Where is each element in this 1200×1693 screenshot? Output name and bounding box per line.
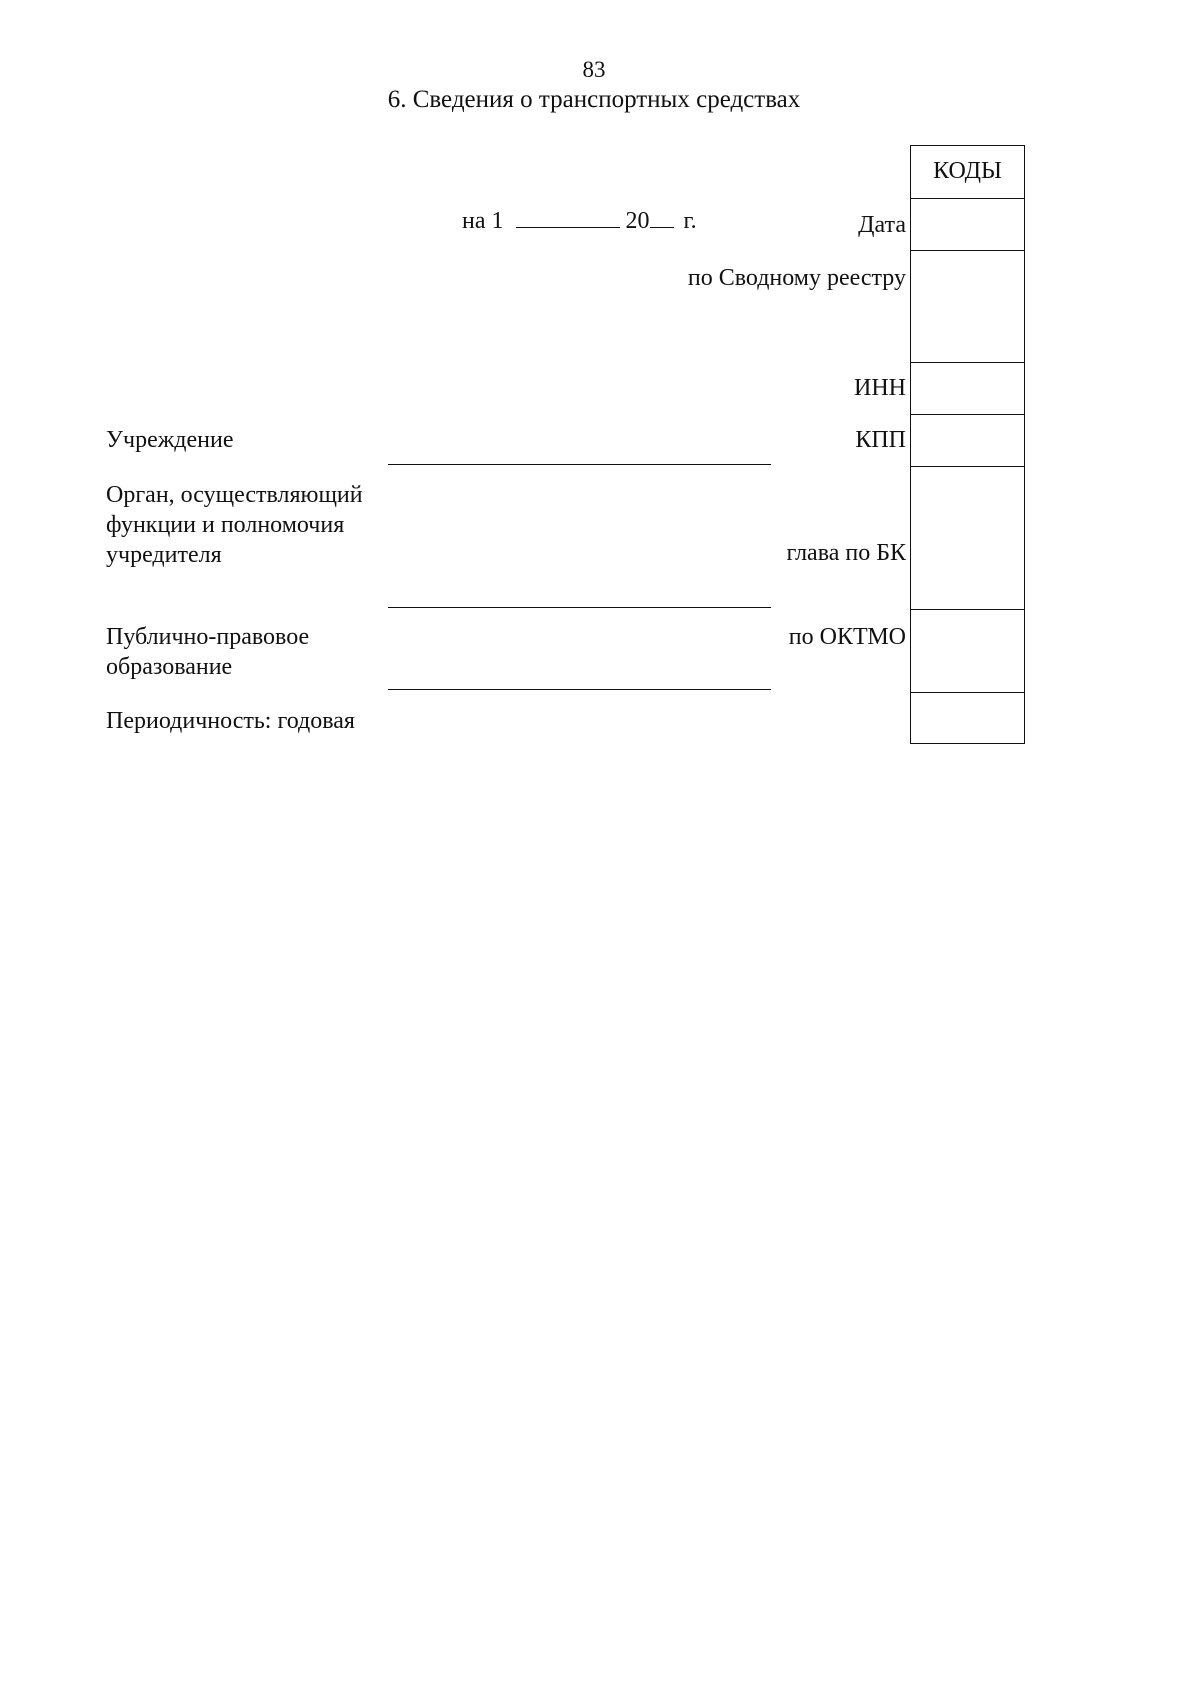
label-budget-chapter: глава по БК: [786, 540, 906, 566]
page-number: 83: [582, 57, 606, 82]
label-founder: Орган, осуществляющий функции и полномочия учредителя: [106, 482, 363, 568]
label-consolidated-register: по Сводному реестру: [687, 265, 906, 291]
date-suffix: г.: [683, 208, 697, 234]
code-cell-oktmo[interactable]: [910, 608, 1025, 693]
date-year-blank[interactable]: [650, 226, 674, 228]
label-periodicity: Периодичность: годовая: [106, 708, 355, 734]
label-kpp: КПП: [855, 427, 906, 453]
codes-header: [910, 145, 1025, 199]
date-year-prefix: 20: [625, 208, 650, 234]
code-cell-consolidated-register[interactable]: [910, 249, 1025, 363]
document-title: 6. Сведения о транспортных средствах: [387, 86, 801, 113]
code-cell-date[interactable]: [910, 197, 1025, 251]
founder-underline[interactable]: [388, 607, 771, 608]
label-institution: Учреждение: [106, 427, 234, 453]
code-cell-extra[interactable]: [910, 691, 1025, 744]
label-inn: ИНН: [854, 375, 906, 401]
report-date-line: [462, 208, 697, 235]
label-date: Дата: [858, 212, 906, 238]
date-prefix: на 1: [462, 208, 504, 234]
codes-header-label: КОДЫ: [933, 158, 1002, 184]
label-municipality: Публично-правовое образование: [106, 624, 310, 680]
label-oktmo: по ОКТМО: [788, 624, 906, 650]
municipality-underline[interactable]: [388, 689, 771, 690]
institution-underline[interactable]: [388, 464, 771, 465]
date-day-month-blank[interactable]: [516, 226, 620, 228]
code-cell-inn[interactable]: [910, 361, 1025, 415]
code-cell-kpp[interactable]: [910, 413, 1025, 467]
code-cell-budget-chapter[interactable]: [910, 465, 1025, 610]
